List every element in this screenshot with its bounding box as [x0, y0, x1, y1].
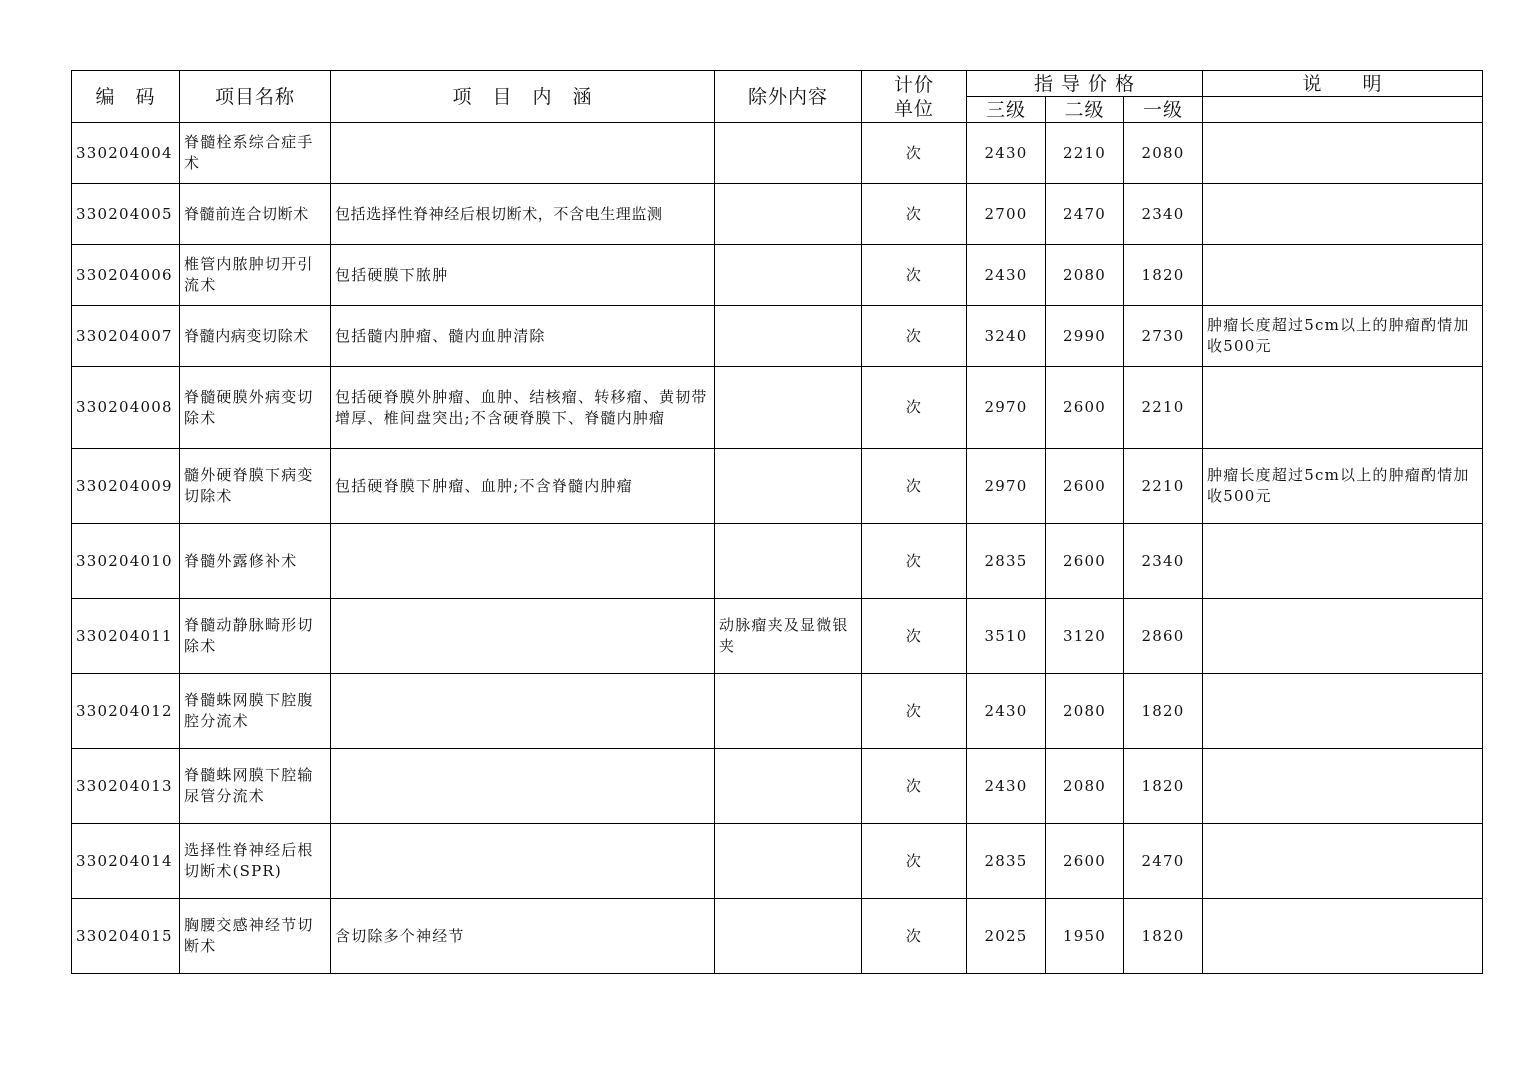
header-tier3: 三级: [967, 97, 1046, 123]
cell-tier3: 2970: [967, 367, 1046, 449]
cell-tier3: 2430: [967, 749, 1046, 824]
cell-name: 脊髓栓系综合症手术: [180, 123, 331, 184]
cell-exclusion: [715, 184, 862, 245]
cell-exclusion: [715, 749, 862, 824]
cell-exclusion: 动脉瘤夹及显微银夹: [715, 599, 862, 674]
table-row: [72, 824, 1483, 899]
table-row: [72, 123, 1483, 184]
table-row: [72, 184, 1483, 245]
cell-tier1: 1820: [1124, 749, 1203, 824]
cell-content: [331, 674, 715, 749]
cell-content: 包括硬脊膜下肿瘤、血肿;不含脊髓内肿瘤: [331, 449, 715, 524]
cell-content: 包括硬脊膜外肿瘤、血肿、结核瘤、转移瘤、黄韧带增厚、椎间盘突出;不含硬脊膜下、脊髓内肿瘤: [331, 367, 715, 449]
table-row: [72, 367, 1483, 449]
header-content: 项 目 内 涵: [331, 71, 715, 123]
cell-unit: 次: [862, 245, 967, 306]
cell-exclusion: [715, 306, 862, 367]
cell-unit: 次: [862, 367, 967, 449]
cell-note: [1203, 245, 1483, 306]
cell-name: 脊髓内病变切除术: [180, 306, 331, 367]
cell-tier1: 2210: [1124, 449, 1203, 524]
cell-name: 脊髓前连合切断术: [180, 184, 331, 245]
table-row: [72, 449, 1483, 524]
table-row: [72, 899, 1483, 974]
cell-tier2: 2080: [1046, 674, 1124, 749]
cell-note: [1203, 123, 1483, 184]
cell-name: 选择性脊神经后根切断术(SPR): [180, 824, 331, 899]
cell-exclusion: [715, 899, 862, 974]
cell-tier3: 2700: [967, 184, 1046, 245]
cell-note: [1203, 367, 1483, 449]
cell-content: 包括选择性脊神经后根切断术，不含电生理监测: [331, 184, 715, 245]
cell-tier3: 2430: [967, 123, 1046, 184]
cell-tier2: 2210: [1046, 123, 1124, 184]
cell-exclusion: [715, 123, 862, 184]
cell-unit: 次: [862, 824, 967, 899]
cell-content: [331, 824, 715, 899]
table-row: [72, 524, 1483, 599]
cell-tier3: 2970: [967, 449, 1046, 524]
cell-exclusion: [715, 824, 862, 899]
cell-tier2: 2600: [1046, 449, 1124, 524]
header-name: 项目名称: [180, 71, 331, 123]
cell-code: 330204007: [72, 306, 180, 367]
cell-exclusion: [715, 449, 862, 524]
cell-exclusion: [715, 367, 862, 449]
cell-tier3: 2835: [967, 824, 1046, 899]
cell-unit: 次: [862, 899, 967, 974]
cell-exclusion: [715, 245, 862, 306]
cell-tier3: 2835: [967, 524, 1046, 599]
cell-tier3: 3240: [967, 306, 1046, 367]
cell-tier1: 2860: [1124, 599, 1203, 674]
cell-tier2: 3120: [1046, 599, 1124, 674]
cell-name: 脊髓蛛网膜下腔输尿管分流术: [180, 749, 331, 824]
cell-content: [331, 123, 715, 184]
cell-note: [1203, 749, 1483, 824]
table-row: [72, 306, 1483, 367]
cell-tier2: 2080: [1046, 245, 1124, 306]
cell-code: 330204006: [72, 245, 180, 306]
cell-name: 脊髓硬膜外病变切除术: [180, 367, 331, 449]
cell-tier2: 2990: [1046, 306, 1124, 367]
cell-exclusion: [715, 524, 862, 599]
cell-unit: 次: [862, 749, 967, 824]
cell-tier3: 3510: [967, 599, 1046, 674]
cell-tier2: 2600: [1046, 367, 1124, 449]
header-exclusion: 除外内容: [715, 71, 862, 123]
cell-name: 髓外硬脊膜下病变切除术: [180, 449, 331, 524]
cell-unit: 次: [862, 306, 967, 367]
table-row: [72, 245, 1483, 306]
cell-tier1: 1820: [1124, 245, 1203, 306]
cell-tier2: 2600: [1046, 524, 1124, 599]
cell-tier3: 2430: [967, 245, 1046, 306]
cell-code: 330204004: [72, 123, 180, 184]
cell-tier2: 2470: [1046, 184, 1124, 245]
cell-unit: 次: [862, 524, 967, 599]
cell-exclusion: [715, 674, 862, 749]
cell-tier2: 2080: [1046, 749, 1124, 824]
cell-tier1: 1820: [1124, 674, 1203, 749]
cell-name: 胸腰交感神经节切断术: [180, 899, 331, 974]
cell-unit: 次: [862, 674, 967, 749]
header-tier2: 二级: [1046, 97, 1124, 123]
cell-content: 包括髓内肿瘤、髓内血肿清除: [331, 306, 715, 367]
cell-tier2: 2600: [1046, 824, 1124, 899]
cell-note: 肿瘤长度超过5cm以上的肿瘤酌情加收500元: [1203, 306, 1483, 367]
cell-note: [1203, 824, 1483, 899]
cell-note: [1203, 899, 1483, 974]
header-code: 编 码: [72, 71, 180, 123]
table-row: [72, 749, 1483, 824]
cell-code: 330204009: [72, 449, 180, 524]
cell-name: 椎管内脓肿切开引流术: [180, 245, 331, 306]
cell-tier1: 2470: [1124, 824, 1203, 899]
header-row-top: [72, 71, 1483, 97]
cell-name: 脊髓蛛网膜下腔腹腔分流术: [180, 674, 331, 749]
cell-code: 330204014: [72, 824, 180, 899]
cell-content: [331, 599, 715, 674]
header-price-group: 指 导 价 格: [967, 71, 1203, 97]
cell-code: 330204012: [72, 674, 180, 749]
cell-name: 脊髓外露修补术: [180, 524, 331, 599]
header-note-blank: [1203, 97, 1483, 123]
cell-content: 包括硬膜下脓肿: [331, 245, 715, 306]
cell-tier1: 2080: [1124, 123, 1203, 184]
cell-tier2: 1950: [1046, 899, 1124, 974]
cell-unit: 次: [862, 184, 967, 245]
cell-name: 脊髓动静脉畸形切除术: [180, 599, 331, 674]
cell-content: [331, 524, 715, 599]
table-row: [72, 599, 1483, 674]
cell-note: [1203, 674, 1483, 749]
cell-code: 330204015: [72, 899, 180, 974]
cell-code: 330204011: [72, 599, 180, 674]
cell-content: 含切除多个神经节: [331, 899, 715, 974]
cell-code: 330204005: [72, 184, 180, 245]
cell-note: [1203, 184, 1483, 245]
cell-note: [1203, 599, 1483, 674]
cell-tier1: 2210: [1124, 367, 1203, 449]
header-note: 说 明: [1203, 71, 1483, 97]
cell-tier1: 1820: [1124, 899, 1203, 974]
cell-unit: 次: [862, 449, 967, 524]
cell-tier3: 2025: [967, 899, 1046, 974]
cell-unit: 次: [862, 123, 967, 184]
price-table: [71, 70, 1483, 974]
cell-code: 330204013: [72, 749, 180, 824]
header-unit: 计价 单位: [862, 71, 967, 123]
cell-tier3: 2430: [967, 674, 1046, 749]
table-row: [72, 674, 1483, 749]
cell-tier1: 2730: [1124, 306, 1203, 367]
cell-note: 肿瘤长度超过5cm以上的肿瘤酌情加收500元: [1203, 449, 1483, 524]
cell-tier1: 2340: [1124, 184, 1203, 245]
cell-unit: 次: [862, 599, 967, 674]
header-tier1: 一级: [1124, 97, 1203, 123]
cell-note: [1203, 524, 1483, 599]
cell-content: [331, 749, 715, 824]
cell-code: 330204008: [72, 367, 180, 449]
cell-tier1: 2340: [1124, 524, 1203, 599]
cell-code: 330204010: [72, 524, 180, 599]
